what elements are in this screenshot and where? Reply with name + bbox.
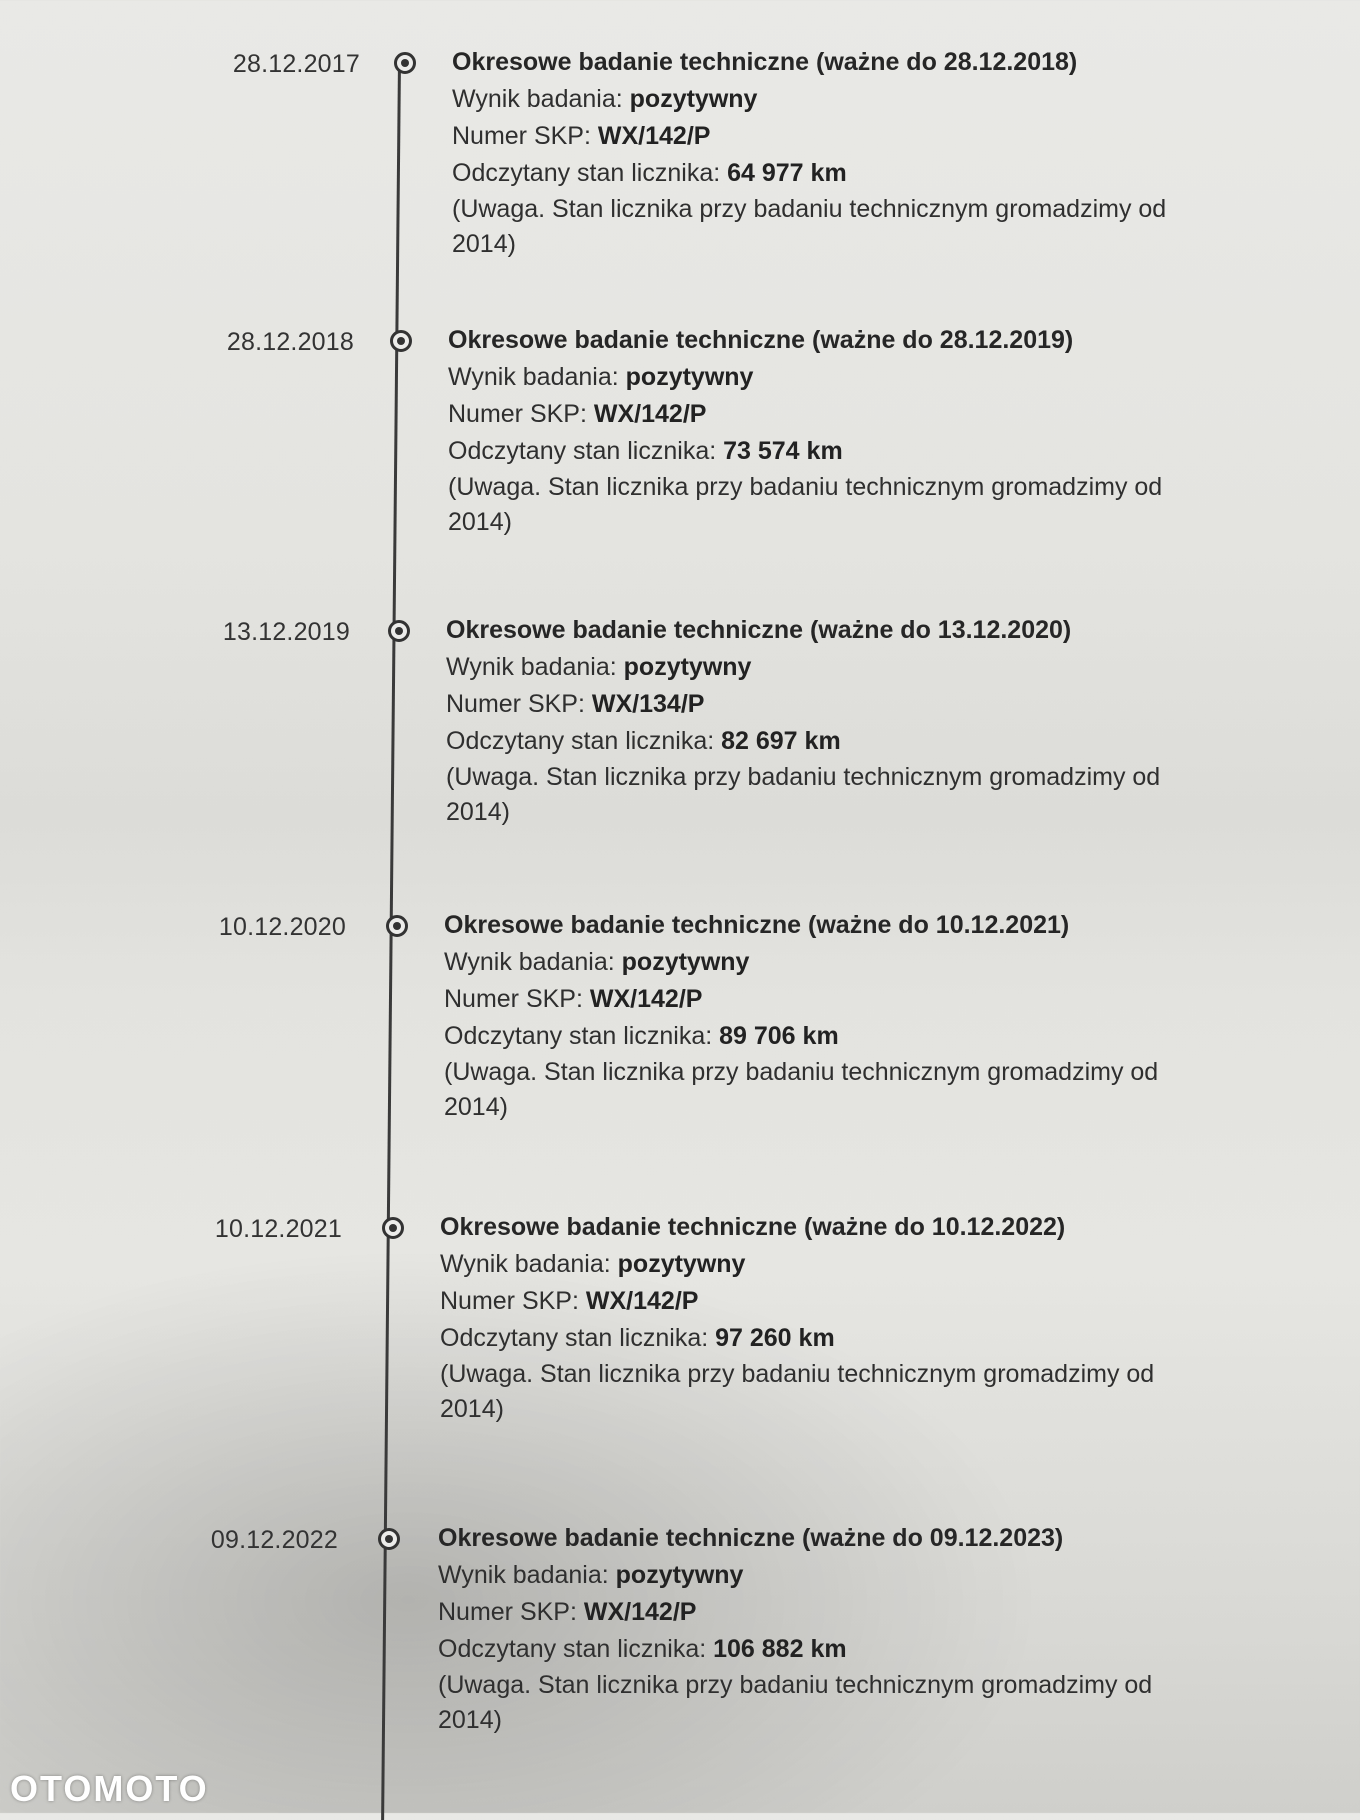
skp-line: [448, 396, 1208, 433]
inspection-title: Okresowe badanie techniczne (ważne do 10.12.2022): [440, 1213, 1066, 1241]
result-label: Wynik badania:: [446, 653, 617, 681]
skp-value: WX/142/P: [597, 122, 711, 150]
odometer-note: (Uwaga. Stan licznika przy badaniu technicznym gromadzimy od 2014): [444, 1058, 1159, 1121]
odometer-note: (Uwaga. Stan licznika przy badaniu technicznym gromadzimy od 2014): [448, 473, 1163, 536]
timeline-dot-icon: [394, 52, 416, 74]
odometer-note: (Uwaga. Stan licznika przy badaniu technicznym gromadzimy od 2014): [438, 1671, 1153, 1734]
result-value: pozytywny: [629, 85, 758, 113]
result-label: Wynik badania:: [438, 1561, 609, 1589]
timeline-dot-icon: [378, 1528, 400, 1550]
odometer-label: Odczytany stan licznika:: [444, 1022, 713, 1050]
result-label: Wynik badania:: [452, 85, 623, 113]
timeline-dot-icon: [390, 330, 412, 352]
result-value: pozytywny: [621, 948, 750, 976]
result-value: pozytywny: [625, 363, 754, 391]
inspection-title: Okresowe badanie techniczne (ważne do 09.12.2023): [438, 1524, 1064, 1552]
odometer-note: (Uwaga. Stan licznika przy badaniu technicznym gromadzimy od 2014): [440, 1360, 1155, 1423]
skp-value: WX/142/P: [585, 1287, 699, 1315]
result-line: [440, 1246, 1200, 1283]
result-line: [438, 1557, 1198, 1594]
odometer-value: 64 977 km: [727, 159, 847, 187]
odometer-note: (Uwaga. Stan licznika przy badaniu technicznym gromadzimy od 2014): [452, 195, 1167, 258]
odometer-line: [446, 723, 1206, 760]
odometer-note: (Uwaga. Stan licznika przy badaniu technicznym gromadzimy od 2014): [446, 763, 1161, 826]
odometer-value: 97 260 km: [715, 1324, 835, 1352]
inspection-title: Okresowe badanie techniczne (ważne do 13.12.2020): [446, 616, 1072, 644]
inspection-title: Okresowe badanie techniczne (ważne do 28.12.2019): [448, 326, 1074, 354]
odometer-label: Odczytany stan licznika:: [446, 727, 715, 755]
odometer-value: 73 574 km: [723, 437, 843, 465]
skp-label: Numer SKP:: [440, 1287, 579, 1315]
odometer-label: Odczytany stan licznika:: [452, 159, 721, 187]
timeline-dot-icon: [388, 620, 410, 642]
timeline-dot-icon: [382, 1217, 404, 1239]
skp-line: [452, 118, 1212, 155]
skp-value: WX/142/P: [583, 1598, 697, 1626]
result-value: pozytywny: [617, 1250, 746, 1278]
odometer-label: Odczytany stan licznika:: [448, 437, 717, 465]
inspection-details: [444, 907, 1204, 1125]
inspection-details: [452, 44, 1212, 262]
result-line: [446, 649, 1206, 686]
timeline-line: [381, 60, 401, 1820]
timeline-dot-icon: [386, 915, 408, 937]
inspection-date: 09.12.2022: [210, 1526, 338, 1554]
otomoto-watermark: OTOMOTO: [10, 1768, 209, 1809]
odometer-line: [440, 1320, 1200, 1357]
result-label: Wynik badania:: [448, 363, 619, 391]
inspection-details: [448, 322, 1208, 540]
skp-value: WX/134/P: [591, 690, 705, 718]
skp-line: [440, 1283, 1200, 1320]
skp-value: WX/142/P: [589, 985, 703, 1013]
result-line: [452, 81, 1212, 118]
inspection-details: [446, 612, 1206, 830]
inspection-date: 10.12.2021: [214, 1215, 342, 1243]
skp-line: [444, 981, 1204, 1018]
odometer-line: [438, 1631, 1198, 1668]
skp-label: Numer SKP:: [438, 1598, 577, 1626]
skp-label: Numer SKP:: [452, 122, 591, 150]
inspection-title: Okresowe badanie techniczne (ważne do 28.12.2018): [452, 48, 1078, 76]
odometer-line: [444, 1018, 1204, 1055]
odometer-line: [448, 433, 1208, 470]
inspection-details: [440, 1209, 1200, 1427]
odometer-value: 106 882 km: [713, 1635, 847, 1663]
result-value: pozytywny: [615, 1561, 744, 1589]
skp-value: WX/142/P: [593, 400, 707, 428]
skp-label: Numer SKP:: [448, 400, 587, 428]
odometer-label: Odczytany stan licznika:: [438, 1635, 707, 1663]
inspection-details: [438, 1520, 1198, 1738]
odometer-value: 89 706 km: [719, 1022, 839, 1050]
skp-line: [438, 1594, 1198, 1631]
result-line: [444, 944, 1204, 981]
odometer-value: 82 697 km: [721, 727, 841, 755]
inspection-date: 28.12.2018: [226, 328, 354, 356]
skp-label: Numer SKP:: [444, 985, 583, 1013]
inspection-date: 28.12.2017: [232, 50, 360, 78]
result-label: Wynik badania:: [440, 1250, 611, 1278]
skp-label: Numer SKP:: [446, 690, 585, 718]
inspection-date: 13.12.2019: [222, 618, 350, 646]
skp-line: [446, 686, 1206, 723]
result-line: [448, 359, 1208, 396]
result-label: Wynik badania:: [444, 948, 615, 976]
inspection-title: Okresowe badanie techniczne (ważne do 10.12.2021): [444, 911, 1070, 939]
inspection-date: 10.12.2020: [218, 913, 346, 941]
result-value: pozytywny: [623, 653, 752, 681]
odometer-label: Odczytany stan licznika:: [440, 1324, 709, 1352]
odometer-line: [452, 155, 1212, 192]
